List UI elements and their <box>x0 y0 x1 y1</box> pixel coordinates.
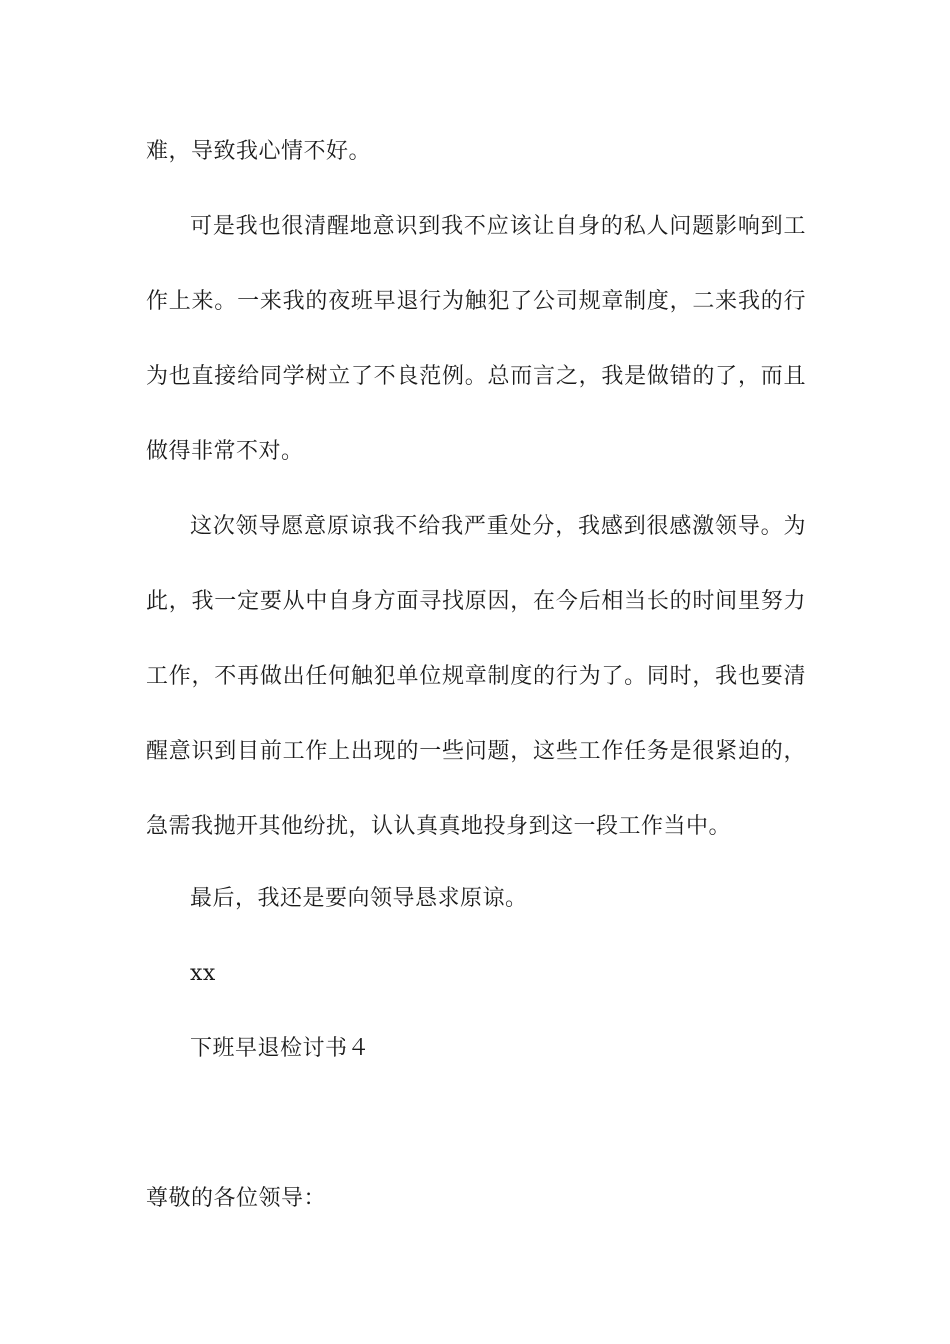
paragraph-line: 作上来。一来我的夜班早退行为触犯了公司规章制度，二来我的行 <box>146 289 806 314</box>
closing-line: 最后，我还是要向领导恳求原谅。 <box>190 886 528 911</box>
section-title: 下班早退检讨书４ <box>190 1036 371 1061</box>
salutation: 尊敬的各位领导： <box>146 1186 327 1211</box>
paragraph-line: 工作，不再做出任何触犯单位规章制度的行为了。同时，我也要清 <box>146 664 806 689</box>
paragraph-line: 急需我抛开其他纷扰，认认真真地投身到这一段工作当中。 <box>146 814 732 839</box>
paragraph-line: 此，我一定要从中自身方面寻找原因，在今后相当长的时间里努力 <box>146 589 806 614</box>
paragraph-line: 难，导致我心情不好。 <box>146 139 372 164</box>
paragraph-line: 做得非常不对。 <box>146 439 304 464</box>
paragraph-line: 为也直接给同学树立了不良范例。总而言之，我是做错的了，而且 <box>146 364 806 389</box>
signature: xx <box>190 961 216 986</box>
paragraph-line: 醒意识到目前工作上出现的一些问题，这些工作任务是很紧迫的， <box>146 739 806 764</box>
paragraph-line: 可是我也很清醒地意识到我不应该让自身的私人问题影响到工 <box>190 214 806 239</box>
paragraph-line: 这次领导愿意原谅我不给我严重处分，我感到很感激领导。为 <box>190 514 806 539</box>
